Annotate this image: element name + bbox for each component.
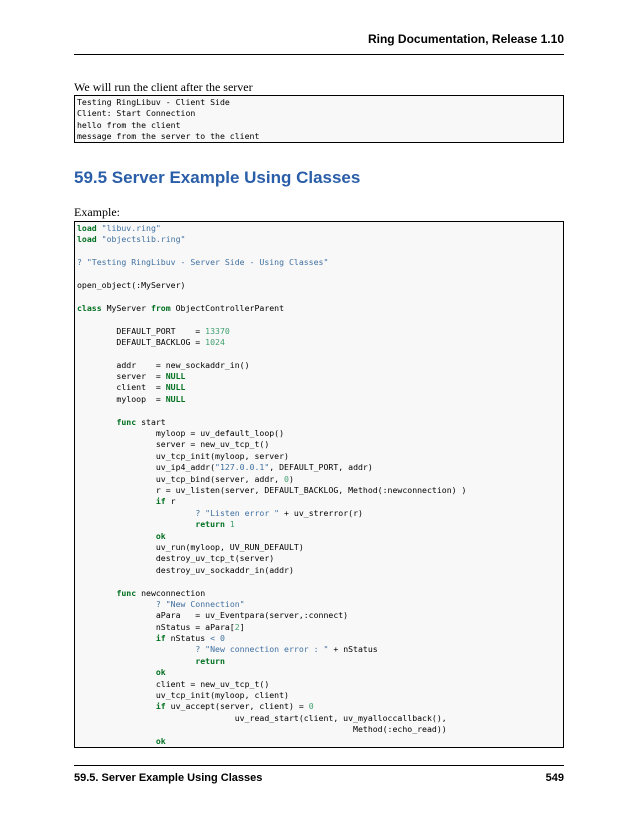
code-line	[75, 428, 563, 439]
code-token: DEFAULT_PORT =	[77, 325, 206, 336]
code-token: destroy_uv_tcp_t(server)	[77, 553, 275, 564]
code-line	[75, 553, 563, 564]
code-line	[75, 348, 563, 359]
page-footer	[74, 765, 564, 786]
code-token	[77, 701, 156, 711]
code-line	[75, 405, 563, 416]
code-token: )	[288, 473, 294, 484]
code-line	[75, 223, 563, 234]
code-line	[75, 234, 563, 245]
code-token: ok	[155, 667, 166, 678]
code-line	[75, 257, 563, 268]
code-token: 0	[284, 473, 289, 484]
code-line	[75, 371, 563, 382]
code-token: client = new_uv_tcp_t()	[77, 678, 270, 689]
code-line	[75, 269, 563, 280]
code-token: return	[195, 519, 225, 530]
code-line	[75, 291, 563, 302]
code-token: ? "New Connection"	[155, 598, 245, 609]
code-token: ok	[155, 530, 166, 541]
code-line	[75, 576, 563, 587]
code-token: Method(:echo_read))	[77, 724, 447, 735]
page-header	[74, 28, 564, 55]
output-line: message from the server to the client	[77, 131, 260, 142]
code-line	[75, 644, 563, 655]
code-token	[77, 644, 195, 654]
code-token: 1024	[205, 336, 225, 347]
code-token: ObjectControllerParent	[170, 302, 285, 313]
output-line: Testing RingLibuv - Client Side	[77, 97, 230, 107]
code-line	[75, 679, 563, 690]
code-token: start	[136, 416, 166, 427]
code-line	[75, 314, 563, 325]
code-token: uv_tcp_init(myloop, server)	[77, 450, 289, 461]
code-token: 1	[229, 519, 235, 530]
code-line	[75, 565, 563, 576]
code-token: func	[116, 416, 137, 427]
code-line	[75, 542, 563, 553]
code-token	[77, 599, 156, 609]
code-token	[77, 667, 156, 677]
code-line	[75, 519, 563, 530]
code-token	[77, 736, 156, 746]
server-code-block	[74, 221, 564, 748]
code-token: NULL	[165, 382, 186, 393]
code-line	[75, 736, 563, 747]
output-line: hello from the client	[77, 119, 181, 130]
code-line	[75, 485, 563, 496]
code-token: uv_ip4_addr(	[77, 462, 216, 473]
code-token: 13370	[205, 325, 230, 336]
example-label: Example:	[74, 205, 120, 219]
code-line	[75, 382, 563, 393]
code-token: load	[77, 223, 97, 233]
code-token: addr = new_sockaddr_in()	[77, 359, 250, 370]
page-number: 549	[545, 772, 564, 784]
code-token: client =	[77, 382, 166, 393]
code-token: ? "Testing RingLibuv - Server Side - Using Classes"	[77, 257, 329, 268]
code-line	[75, 496, 563, 507]
code-token: newconnection	[136, 587, 206, 598]
code-token: open_object(:MyServer)	[77, 279, 186, 290]
code-line	[75, 360, 563, 371]
code-token: + uv_strerror(r)	[279, 507, 363, 518]
code-token: uv_read_start(client, uv_myalloccallback(),	[77, 712, 447, 723]
output-code-block	[74, 95, 564, 143]
code-token: nStatus	[165, 633, 211, 644]
code-line	[75, 599, 563, 610]
running-header-title: Ring Documentation, Release 1.10	[367, 32, 564, 46]
code-line	[75, 713, 563, 724]
code-token: , DEFAULT_PORT, addr)	[269, 462, 373, 473]
code-line	[75, 610, 563, 621]
code-line	[75, 690, 563, 701]
code-token: return	[195, 655, 225, 666]
code-token: server =	[77, 371, 166, 382]
code-token	[77, 531, 156, 541]
code-token: DEFAULT_BACKLOG =	[77, 336, 206, 347]
code-line	[75, 451, 563, 462]
code-token	[77, 508, 195, 518]
code-line	[75, 462, 563, 473]
code-line	[75, 326, 563, 337]
code-token: uv_tcp_init(myloop, client)	[77, 690, 289, 701]
code-token: aPara = uv_Eventpara(server,:connect)	[77, 610, 349, 621]
code-line	[75, 622, 563, 633]
code-token: 0	[308, 701, 314, 712]
code-line	[75, 531, 563, 542]
code-token: r = uv_listen(server, DEFAULT_BACKLOG, Method(:newconnection) )	[77, 484, 467, 495]
code-token: destroy_uv_sockaddr_in(addr)	[77, 564, 294, 575]
code-token: "libuv.ring"	[101, 223, 161, 233]
code-token: NULL	[165, 371, 186, 382]
code-token: if	[155, 496, 166, 507]
code-token: 2	[234, 621, 240, 632]
code-line	[75, 394, 563, 405]
code-token: if	[155, 633, 166, 644]
code-line	[75, 701, 563, 712]
code-line	[75, 656, 563, 667]
footer-section-title: 59.5. Server Example Using Classes	[74, 772, 263, 784]
code-token	[77, 588, 116, 598]
code-line	[75, 280, 563, 291]
code-line	[75, 303, 563, 314]
code-token: uv_run(myloop, UV_RUN_DEFAULT)	[77, 541, 304, 552]
code-token: MyServer	[101, 302, 151, 313]
code-token	[77, 656, 195, 666]
section-heading: 59.5 Server Example Using Classes	[74, 168, 361, 187]
code-line	[75, 633, 563, 644]
code-token: myloop =	[77, 393, 166, 404]
code-token: ? "New connection error : "	[195, 644, 329, 655]
code-token: uv_accept(server, client) =	[165, 701, 309, 712]
code-token	[77, 496, 156, 506]
code-token: server = new_uv_tcp_t()	[77, 439, 270, 450]
code-token: ]	[239, 621, 245, 632]
code-token: myloop = uv_default_loop()	[77, 428, 285, 439]
code-token	[77, 519, 195, 529]
code-token	[77, 633, 156, 643]
intro-paragraph: We will run the client after the server	[74, 80, 253, 94]
code-token: if	[155, 701, 166, 712]
code-line	[75, 588, 563, 599]
code-token: + nStatus	[328, 644, 378, 655]
code-token: "127.0.0.1"	[215, 462, 270, 473]
code-token: ? "Listen error "	[195, 507, 280, 518]
code-token: r	[165, 496, 176, 507]
code-token: "objectslib.ring"	[101, 234, 186, 245]
code-line	[75, 474, 563, 485]
output-line: Client: Start Connection	[77, 108, 196, 119]
code-token: ok	[155, 735, 166, 746]
code-token: class	[77, 302, 102, 313]
code-line	[75, 508, 563, 519]
code-token	[77, 417, 116, 427]
code-line	[75, 417, 563, 428]
code-token: func	[116, 587, 137, 598]
code-line	[75, 246, 563, 257]
code-token: load	[77, 234, 97, 245]
code-token: from	[150, 302, 171, 313]
code-line	[75, 337, 563, 348]
code-token: < 0	[210, 633, 225, 644]
code-token: uv_tcp_bind(server, addr,	[77, 473, 285, 484]
code-line	[75, 667, 563, 678]
code-line	[75, 439, 563, 450]
code-token: NULL	[165, 393, 186, 404]
code-line	[75, 724, 563, 735]
code-token: nStatus = aPara[	[77, 621, 235, 632]
